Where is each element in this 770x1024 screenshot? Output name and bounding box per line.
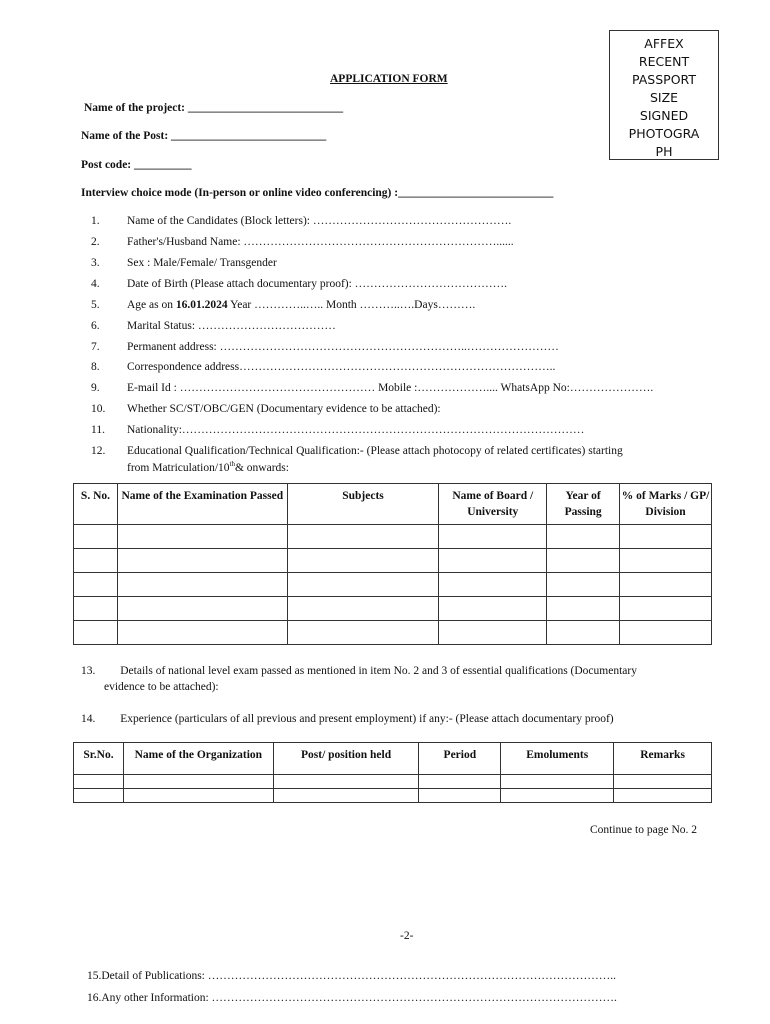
photo-box-line: SIGNED xyxy=(639,108,689,123)
table-cell[interactable] xyxy=(123,775,273,789)
table-header-row xyxy=(74,484,712,525)
experience-table xyxy=(73,742,712,803)
item-number: 8. xyxy=(91,361,100,373)
table-row[interactable] xyxy=(74,775,712,789)
item-number: 9. xyxy=(91,382,100,394)
item-number: 7. xyxy=(91,341,100,353)
form-item-other-info[interactable]: 16.Any other Information: ……………………………………………………………………………………………. xyxy=(87,992,617,1004)
item-number: 12. xyxy=(91,445,106,457)
table-cell[interactable] xyxy=(117,621,287,645)
table-cell[interactable] xyxy=(547,573,620,597)
header-marks: % of Marks / GP/ Division xyxy=(620,484,712,525)
header-remarks: Remarks xyxy=(614,743,712,775)
header-emoluments: Emoluments xyxy=(501,743,614,775)
photo-box-line: AFFEX xyxy=(644,36,684,51)
table-cell[interactable] xyxy=(287,525,439,549)
table-cell[interactable] xyxy=(620,621,712,645)
item-text xyxy=(127,445,717,475)
photo-box-line: PH xyxy=(655,144,673,159)
item-number: 2. xyxy=(91,236,100,248)
item-number: 13. xyxy=(81,665,96,677)
table-cell[interactable] xyxy=(501,789,614,803)
item-number: 14. xyxy=(81,713,96,725)
header-post: Post/ position held xyxy=(273,743,419,775)
education-line-1: Educational Qualification/Technical Qualification:- (Please attach photocopy of related certificates) starting xyxy=(127,445,623,457)
table-cell[interactable] xyxy=(620,573,712,597)
photo-box-line: RECENT xyxy=(638,54,690,69)
table-cell[interactable] xyxy=(620,549,712,573)
item-text: E-mail Id : …………………………………………… Mobile :……………….... WhatsApp No:…………………. xyxy=(127,382,654,394)
photo-box-line: PASSPORT xyxy=(632,72,696,87)
form-item-publications[interactable]: 15.Detail of Publications: …………………………………………………………………………………………….. xyxy=(87,970,616,982)
header-year: Year of Passing xyxy=(547,484,620,525)
table-cell[interactable] xyxy=(614,775,712,789)
table-row[interactable] xyxy=(74,597,712,621)
item-text xyxy=(127,299,717,312)
table-row[interactable] xyxy=(74,549,712,573)
header-subjects: Subjects xyxy=(287,484,439,525)
table-row[interactable] xyxy=(74,525,712,549)
item-text: Date of Birth (Please attach documentary proof): …………………………………. xyxy=(127,278,508,290)
table-cell[interactable] xyxy=(439,621,547,645)
table-row[interactable] xyxy=(74,621,712,645)
item-text: Nationality:…………………………………………………………………………………………… xyxy=(127,424,585,436)
item-text: Permanent address: ………………………………………………………..…………………… xyxy=(127,341,559,353)
table-row[interactable] xyxy=(74,573,712,597)
item-text-continued: evidence to be attached): xyxy=(104,681,219,693)
post-name-field[interactable]: Name of the Post: ___________________________ xyxy=(81,130,327,142)
page-number: -2- xyxy=(400,930,414,942)
table-cell[interactable] xyxy=(439,573,547,597)
header-organization: Name of the Organization xyxy=(123,743,273,775)
header-exam-name: Name of the Examination Passed xyxy=(117,484,287,525)
item-number: 1. xyxy=(91,215,100,227)
post-code-field[interactable]: Post code: __________ xyxy=(81,159,192,171)
photo-box-line: SIZE xyxy=(649,90,679,105)
continue-note: Continue to page No. 2 xyxy=(590,824,697,836)
education-line-2: from Matriculation/10 xyxy=(127,461,230,474)
item-text: Correspondence address……………………………………………………………………….. xyxy=(127,361,556,373)
photo-box-line: PHOTOGRA xyxy=(628,126,700,141)
interview-mode-field[interactable]: Interview choice mode (In-person or online video conferencing) :___________________________ xyxy=(81,187,554,199)
superscript-th: th xyxy=(229,460,235,468)
table-cell[interactable] xyxy=(74,775,124,789)
header-board: Name of Board / University xyxy=(439,484,547,525)
item-text: Name of the Candidates (Block letters): ……………………………………………. xyxy=(127,215,512,227)
table-cell[interactable] xyxy=(620,597,712,621)
item-number: 6. xyxy=(91,320,100,332)
table-cell[interactable] xyxy=(439,597,547,621)
table-cell[interactable] xyxy=(123,789,273,803)
item-text: Marital Status: ……………………………… xyxy=(127,320,336,332)
table-cell[interactable] xyxy=(547,621,620,645)
table-header-row xyxy=(74,743,712,775)
table-row[interactable] xyxy=(74,789,712,803)
item-number: 10. xyxy=(91,403,106,415)
form-title: APPLICATION FORM xyxy=(330,73,448,85)
table-cell[interactable] xyxy=(419,775,501,789)
table-cell[interactable] xyxy=(547,549,620,573)
item-text: Sex : Male/Female/ Transgender xyxy=(127,257,277,269)
header-period: Period xyxy=(419,743,501,775)
table-cell[interactable] xyxy=(273,789,419,803)
age-reference-date: 16.01.2024 xyxy=(175,299,228,311)
table-cell[interactable] xyxy=(287,549,439,573)
table-cell[interactable] xyxy=(74,525,118,549)
table-cell[interactable] xyxy=(74,597,118,621)
table-cell[interactable] xyxy=(287,621,439,645)
table-cell[interactable] xyxy=(547,525,620,549)
form-item-national-exam xyxy=(81,663,721,695)
table-cell[interactable] xyxy=(117,573,287,597)
project-name-field[interactable]: Name of the project: ___________________________ xyxy=(84,102,344,114)
table-cell[interactable] xyxy=(74,789,124,803)
age-suffix: Year …………..….. Month ………..….Days………. xyxy=(227,299,476,311)
table-cell[interactable] xyxy=(117,597,287,621)
form-item-experience xyxy=(81,711,721,727)
table-cell[interactable] xyxy=(74,621,118,645)
table-cell[interactable] xyxy=(547,597,620,621)
item-text: Experience (particulars of all previous and present employment) if any:- (Please attach documentary proof) xyxy=(120,713,614,725)
header-sno: S. No. xyxy=(74,484,118,525)
age-prefix: Age as on xyxy=(127,299,176,311)
table-cell[interactable] xyxy=(287,573,439,597)
header-srno: Sr.No. xyxy=(74,743,124,775)
table-cell[interactable] xyxy=(74,573,118,597)
table-cell[interactable] xyxy=(273,775,419,789)
table-cell[interactable] xyxy=(439,549,547,573)
table-cell[interactable] xyxy=(439,525,547,549)
item-text: Whether SC/ST/OBC/GEN (Documentary evidence to be attached): xyxy=(127,403,441,415)
table-cell[interactable] xyxy=(419,789,501,803)
table-cell[interactable] xyxy=(620,525,712,549)
item-number: 3. xyxy=(91,257,100,269)
item-text: Details of national level exam passed as mentioned in item No. 2 and 3 of essential qualifications (Documentary xyxy=(120,665,637,677)
item-number: 5. xyxy=(91,299,100,311)
table-cell[interactable] xyxy=(117,525,287,549)
table-cell[interactable] xyxy=(74,549,118,573)
table-cell[interactable] xyxy=(501,775,614,789)
education-line-2-end: & onwards: xyxy=(234,461,289,474)
item-number: 11. xyxy=(91,424,105,436)
education-table xyxy=(73,483,712,645)
table-cell[interactable] xyxy=(117,549,287,573)
photo-placeholder-box xyxy=(609,30,719,160)
table-cell[interactable] xyxy=(614,789,712,803)
item-number: 4. xyxy=(91,278,100,290)
item-text: Father's/Husband Name: …………………………………………………………...... xyxy=(127,236,514,248)
table-cell[interactable] xyxy=(287,597,439,621)
